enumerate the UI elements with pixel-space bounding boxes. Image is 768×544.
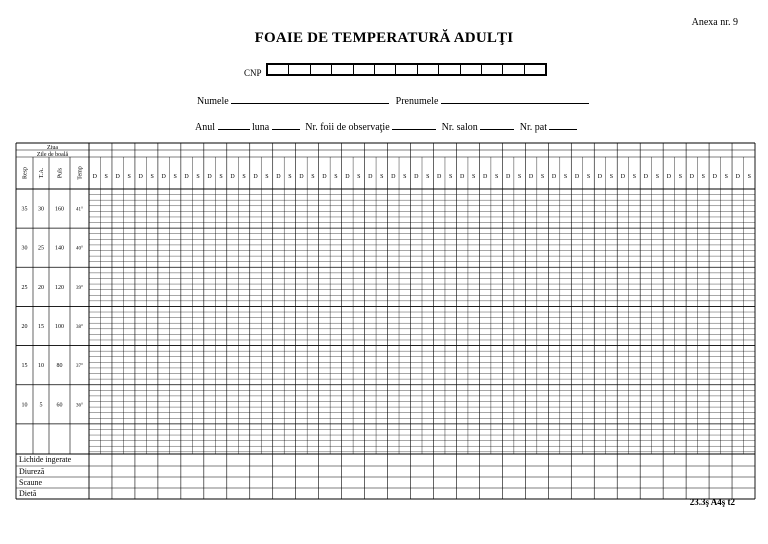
puls-scale: 160 <box>55 206 64 213</box>
puls-scale: 120 <box>55 284 64 291</box>
ta-scale: 25 <box>38 245 44 252</box>
resp-scale: 25 <box>21 284 28 291</box>
day-s-label: S <box>311 174 315 180</box>
day-s-label: S <box>426 174 430 180</box>
temp-scale: 40° <box>76 246 83 252</box>
puls-scale: 140 <box>55 245 64 252</box>
day-d-label: D <box>391 174 396 180</box>
resp-scale: 35 <box>21 206 28 213</box>
day-s-label: S <box>655 174 660 180</box>
day-s-label: S <box>334 174 338 180</box>
first-name-label: Prenumele <box>395 96 439 107</box>
day-s-label: S <box>449 174 453 180</box>
bottom-row-label: Dietă <box>19 489 37 498</box>
day-s-label: S <box>747 174 751 180</box>
day-d-label: D <box>528 174 534 180</box>
day-d-label: D <box>643 174 649 180</box>
day-d-label: D <box>115 174 120 180</box>
temp-scale: 37° <box>76 364 83 370</box>
temp-scale: 39° <box>76 285 83 291</box>
day-s-label: S <box>517 174 522 180</box>
month-label: luna <box>252 122 270 133</box>
column-header: Puls <box>57 167 64 179</box>
day-s-label: S <box>403 174 407 180</box>
day-d-label: D <box>230 174 235 180</box>
footer-code: 23.3ş A4ş t2 <box>689 497 735 507</box>
last-name-label: Numele <box>197 96 229 107</box>
ta-scale: 10 <box>38 363 44 370</box>
day-s-label: S <box>563 174 568 180</box>
day-s-label: S <box>242 174 246 180</box>
day-s-label: S <box>540 174 545 180</box>
sick-days-header: Zile de boală <box>36 152 69 158</box>
day-d-label: D <box>92 174 97 180</box>
day-s-label: S <box>265 174 269 180</box>
ta-scale: 15 <box>38 324 44 331</box>
column-header: Resp <box>22 167 29 179</box>
day-s-label: S <box>586 174 591 180</box>
resp-scale: 20 <box>21 324 28 331</box>
cnp-label: CNP <box>244 68 262 78</box>
day-d-label: D <box>184 174 189 180</box>
ta-scale: 30 <box>38 206 44 213</box>
temp-scale: 36° <box>76 403 83 409</box>
room-label: Nr. salon <box>441 122 478 133</box>
day-d-label: D <box>712 174 717 180</box>
day-d-label: D <box>597 174 603 180</box>
day-d-label: D <box>620 174 626 180</box>
day-d-label: D <box>505 174 511 180</box>
bottom-row-label: Diureză <box>19 467 45 476</box>
day-d-label: D <box>207 174 212 180</box>
day-d-label: D <box>253 174 258 180</box>
day-header: Ziua <box>47 145 58 151</box>
resp-scale: 15 <box>21 363 28 370</box>
day-s-label: S <box>173 174 177 180</box>
day-s-label: S <box>632 174 637 180</box>
bottom-row-label: Lichide ingerate <box>19 455 72 464</box>
day-d-label: D <box>414 174 419 180</box>
puls-scale: 80 <box>56 363 63 370</box>
resp-scale: 10 <box>21 402 28 409</box>
day-s-label: S <box>494 174 499 180</box>
day-d-label: D <box>551 174 557 180</box>
day-d-label: D <box>574 174 580 180</box>
day-s-label: S <box>196 174 200 180</box>
day-d-label: D <box>368 174 373 180</box>
ta-scale: 20 <box>38 284 44 291</box>
ta-scale: 5 <box>39 402 43 409</box>
day-s-label: S <box>678 174 683 180</box>
column-header: T.A. <box>39 167 45 179</box>
day-d-label: D <box>437 174 442 180</box>
day-d-label: D <box>138 174 143 180</box>
day-d-label: D <box>460 174 465 180</box>
bed-label: Nr. pat <box>519 122 547 133</box>
temp-scale: 38° <box>76 325 83 331</box>
day-d-label: D <box>299 174 304 180</box>
day-d-label: D <box>345 174 350 180</box>
day-d-label: D <box>322 174 327 180</box>
day-s-label: S <box>104 174 108 180</box>
day-d-label: D <box>276 174 281 180</box>
day-s-label: S <box>609 174 614 180</box>
day-s-label: S <box>701 174 705 180</box>
year-label: Anul <box>195 122 215 133</box>
day-s-label: S <box>724 174 728 180</box>
resp-scale: 30 <box>21 245 28 252</box>
day-s-label: S <box>127 174 131 180</box>
day-s-label: S <box>219 174 223 180</box>
day-s-label: S <box>380 174 384 180</box>
day-s-label: S <box>150 174 154 180</box>
day-d-label: D <box>735 174 740 180</box>
day-d-label: D <box>689 174 695 180</box>
day-d-label: D <box>161 174 166 180</box>
day-s-label: S <box>357 174 361 180</box>
column-header: Temp <box>77 166 84 180</box>
puls-scale: 100 <box>55 324 64 331</box>
page-title: FOAIE DE TEMPERATURĂ ADULŢI <box>254 30 514 46</box>
puls-scale: 60 <box>56 402 63 409</box>
day-d-label: D <box>666 174 672 180</box>
temp-scale: 41° <box>76 207 83 213</box>
day-d-label: D <box>482 174 488 180</box>
day-s-label: S <box>288 174 292 180</box>
obs-sheet-label: Nr. foii de observaţie <box>305 122 390 133</box>
day-s-label: S <box>472 174 476 180</box>
bottom-row-label: Scaune <box>19 478 43 487</box>
annex-number: Anexa nr. 9 <box>691 17 738 28</box>
